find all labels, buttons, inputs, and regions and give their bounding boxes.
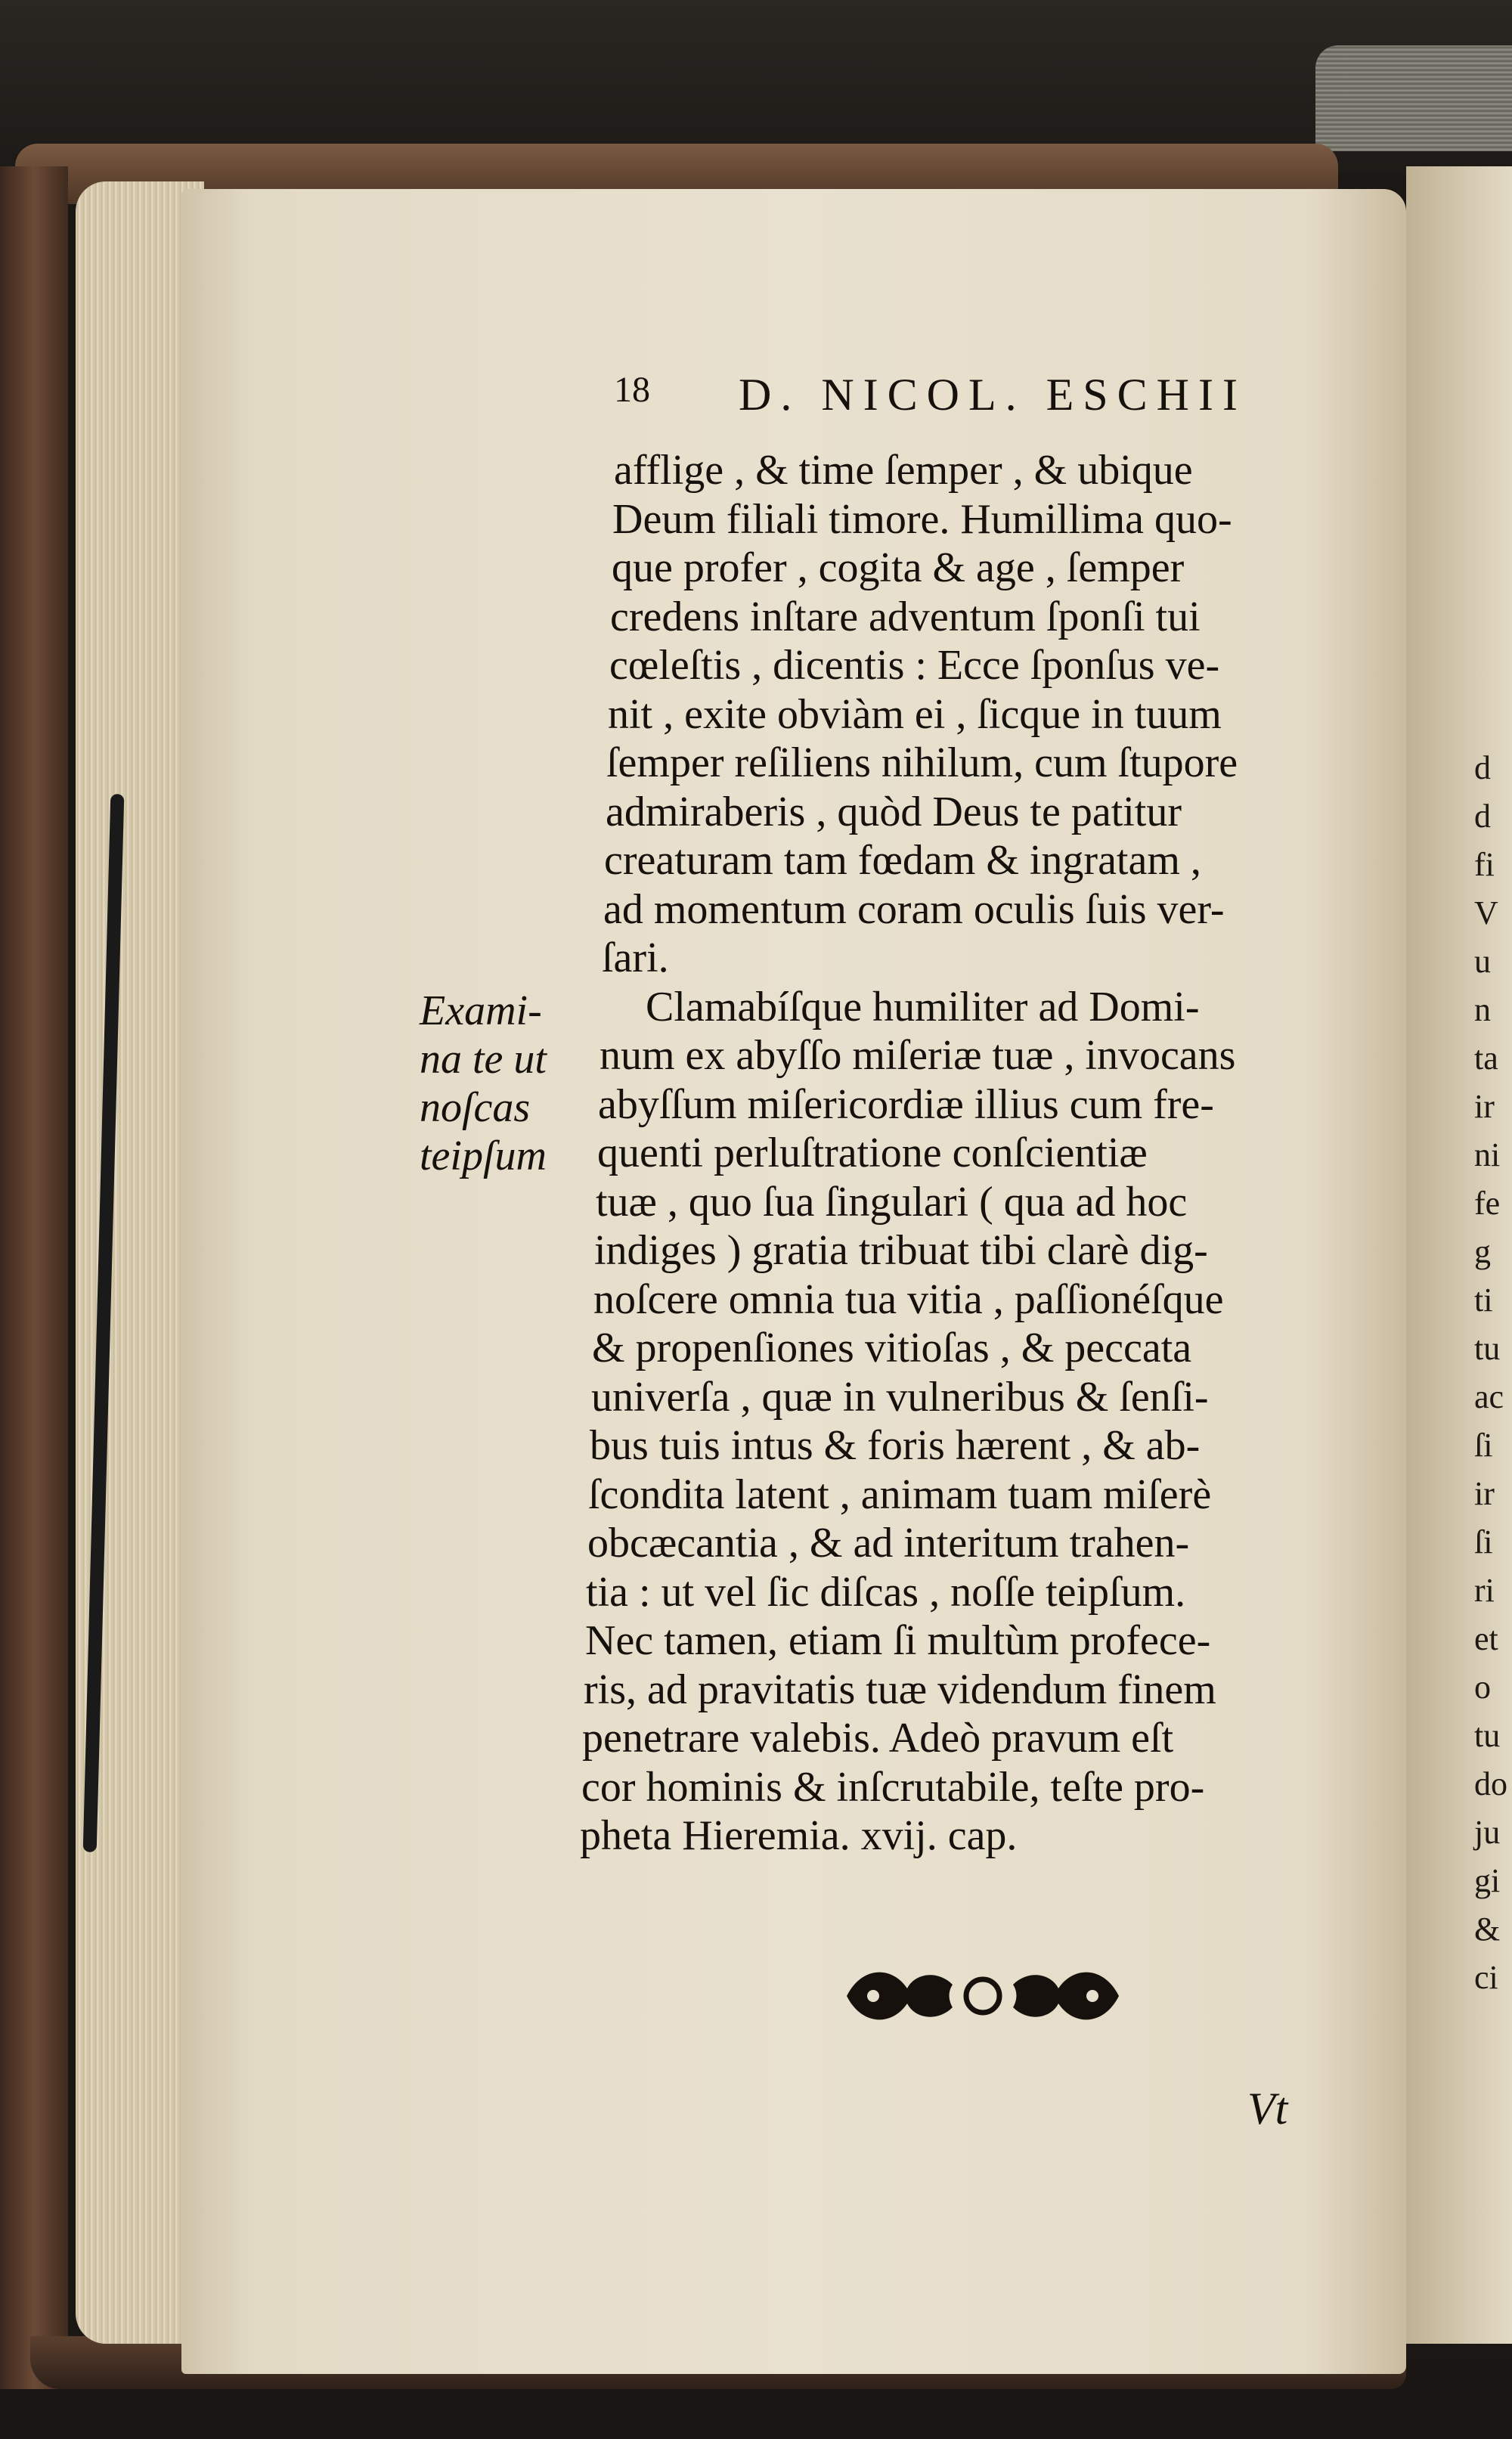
facing-page-fragment: n (1474, 991, 1491, 1028)
facing-page-fragment: fe (1474, 1185, 1501, 1222)
facing-page-fragment: ta (1474, 1040, 1498, 1077)
body-line: indiges ) gratia tribuat tibi clarè dig- (594, 1227, 1208, 1274)
facing-page-fragment: ju (1474, 1814, 1501, 1851)
floral-ornament-icon (839, 1958, 1126, 2034)
facing-page-fragment: ir (1474, 1088, 1495, 1125)
body-line: tia : ut vel ſic diſcas , noſſe teipſum. (586, 1569, 1186, 1616)
body-line: noſcere omnia tua vitia , paſſionéſque (593, 1276, 1224, 1323)
body-line: tuæ , quo ſua ſingulari ( qua ad hoc (596, 1179, 1188, 1226)
facing-page-fragment: ni (1474, 1136, 1501, 1173)
marginal-note (420, 987, 582, 1180)
facing-page-fragment: d (1474, 798, 1491, 835)
facing-page-fragment: tu (1474, 1717, 1501, 1754)
body-line: credens inſtare adventum ſponſi tui (610, 593, 1201, 640)
facing-page-fragment: g (1474, 1233, 1491, 1270)
marginal-note-line: noſcas (420, 1084, 531, 1131)
facing-page-fragment: fi (1474, 846, 1495, 883)
facing-page-fragment: ci (1474, 1959, 1498, 1996)
leather-cover-spine (0, 166, 68, 2389)
body-line: & propenſiones vitioſas , & peccata (592, 1325, 1192, 1371)
facing-page (1406, 166, 1512, 2344)
body-line: ris, ad pravitatis tuæ videndum finem (584, 1666, 1216, 1713)
body-line: Nec tamen, etiam ſi multùm profece- (585, 1617, 1211, 1664)
facing-page-fragment: ſi (1474, 1427, 1493, 1464)
page-number: 18 (614, 370, 650, 410)
facing-page-fragment: ti (1474, 1281, 1493, 1319)
running-head: D. NICOL. ESCHII (739, 370, 1247, 420)
facing-page-fragment: ir (1474, 1475, 1495, 1512)
body-line: Deum filiali timore. Humillima quo- (612, 496, 1232, 543)
facing-page-fragment: u (1474, 943, 1491, 980)
body-line: admiraberis , quòd Deus te patitur (606, 789, 1182, 835)
facing-page-fragment: ri (1474, 1572, 1495, 1609)
facing-page-fragment: tu (1474, 1330, 1501, 1367)
body-line: creaturam tam fœdam & ingratam , (604, 837, 1201, 884)
facing-page-fragment: d (1474, 749, 1491, 786)
body-line: abyſſum miſericordiæ illius cum fre- (598, 1081, 1214, 1128)
facing-page-fragment: ſi (1474, 1523, 1493, 1560)
facing-page-fragment: gi (1474, 1862, 1501, 1899)
body-line: penetrare valebis. Adeò pravum eſt (582, 1715, 1174, 1762)
facing-page-fragment: ac (1474, 1378, 1504, 1415)
body-line: obcæcantia , & ad interitum trahen- (587, 1520, 1190, 1567)
body-line: afflige , & time ſemper , & ubique (614, 447, 1193, 494)
body-line: nit , exite obviàm ei , ſicque in tuum (608, 691, 1222, 738)
body-line: pheta Hieremia. xvij. cap. (580, 1812, 1018, 1859)
body-line: num ex abyſſo miſeriæ tuæ , invocans (600, 1032, 1236, 1079)
body-line: cor hominis & inſcrutabile, teſte pro- (581, 1764, 1205, 1811)
marginal-note-line: na te ut (420, 1036, 547, 1083)
facing-page-fragment: V (1474, 894, 1498, 931)
next-volume-edges (1315, 45, 1512, 151)
body-line: univerſa , quæ in vulneribus & ſenſi- (591, 1374, 1209, 1421)
body-line: quenti perluſtratione conſcientiæ (597, 1130, 1148, 1176)
page-header (614, 369, 1323, 429)
body-line: Clamabíſque humiliter ad Domi- (646, 984, 1200, 1030)
catchword: Vt (1247, 2084, 1288, 2134)
marginal-note-line: teipſum (420, 1133, 547, 1179)
body-line: que profer , cogita & age , ſemper (612, 544, 1185, 591)
body-line: bus tuis intus & foris hærent , & ab- (590, 1422, 1201, 1469)
body-line: ſemper reſiliens nihilum, cum ſtupore (606, 739, 1238, 786)
body-line: ſcondita latent , animam tuam miſerè (588, 1471, 1212, 1518)
facing-page-fragment: et (1474, 1620, 1498, 1657)
facing-page-fragment: do (1474, 1765, 1507, 1802)
facing-page-fragment: o (1474, 1669, 1491, 1706)
body-line: cœleſtis , dicentis : Ecce ſponſus ve- (609, 642, 1220, 689)
facing-page-fragment: & (1474, 1911, 1501, 1948)
marginal-note-line: Exami- (420, 987, 542, 1034)
body-line: ad momentum coram oculis ſuis ver- (603, 886, 1225, 933)
body-line: ſari. (602, 934, 669, 981)
